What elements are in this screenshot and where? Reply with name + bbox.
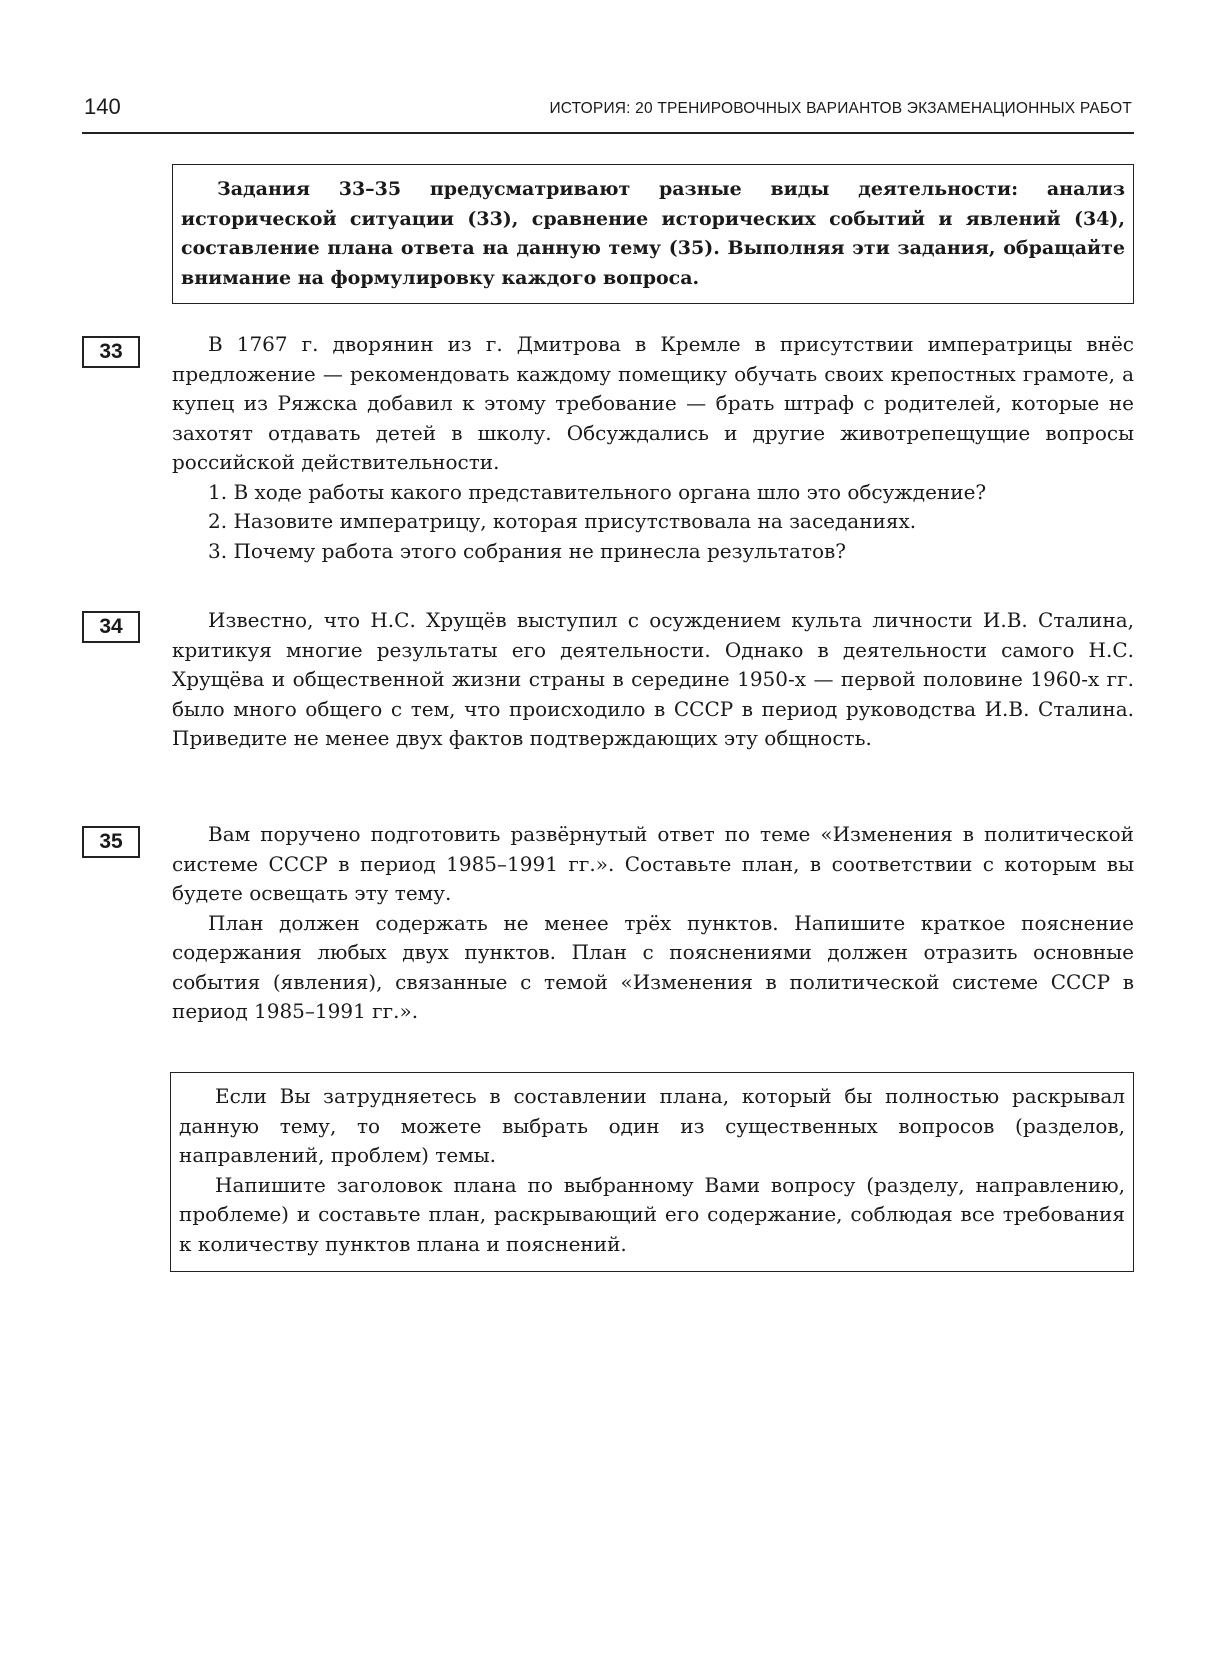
task-35-text (172, 820, 1134, 1027)
task-34-text (172, 606, 1134, 754)
task-33-question-1: 1. В ходе работы какого представительного органа шло это обсуждение? (208, 479, 987, 504)
task-35-paragraph-2: План должен содержать не менее трёх пунктов. Напишите краткое пояснение содержания любых двух пунктов. План с пояснениями должен отразить основные события (явления), связанные с темой «Изменения в политической системе СССР в период 1985–1991 гг.». (172, 910, 1134, 1023)
hint-box (170, 1072, 1134, 1272)
task-number-34: 34 (82, 611, 140, 643)
task-33-question-2: 2. Назовите императрицу, которая присутствовала на заседаниях. (208, 509, 917, 533)
task-33-questions (172, 478, 1134, 567)
page-header (82, 88, 1134, 134)
running-title: ИСТОРИЯ: 20 ТРЕНИРОВОЧНЫХ ВАРИАНТОВ ЭКЗАМЕНАЦИОННЫХ РАБОТ (549, 100, 1132, 117)
task-34-paragraph: Известно, что Н.С. Хрущёв выступил с осуждением культа личности И.В. Сталина, критикуя многие результаты его деятельности. Однако в деятельности самого Н.С. Хрущёва и общественной жизни страны в середине 1950-х — первой половине 1960-х гг. было много общего с тем, что происходило в СССР в период руководства И.В. Сталина. Приведите не менее двух фактов подтверждающих эту общность. (172, 608, 1134, 750)
hint-paragraph-2: Напишите заголовок плана по выбранному Вами вопросу (разделу, направлению, проблеме) и составьте план, раскрывающий его содержание, соблюдая все требования к количеству пунктов плана и пояснений. (179, 1172, 1125, 1256)
task-number-33: 33 (82, 336, 140, 368)
task-number-35: 35 (82, 826, 140, 858)
intro-instructions-box (172, 164, 1134, 304)
task-33-text (172, 330, 1134, 566)
intro-text: Задания 33–35 предусматривают разные виды деятельности: анализ исторической ситуации (33), сравнение исторических событий и явлений (34), составление плана ответа на данную тему (35). Выполняя эти задания, обращайте внимание на формулировку каждого вопроса. (181, 178, 1125, 289)
task-33-paragraph: В 1767 г. дворянин из г. Дмитрова в Кремле в присутствии императрицы внёс предложение — рекомендовать каждому помещику обучать своих крепостных грамоте, а купец из Ряжска добавил к этому требование — брать штраф с родителей, которые не захотят отдавать детей в школу. Обсуждались и другие животрепещущие вопросы российской действительности. (172, 332, 1134, 474)
task-35-paragraph-1: Вам поручено подготовить развёрнутый ответ по теме «Изменения в политической системе СССР в период 1985–1991 гг.». Составьте план, в соответствии с которым вы будете освещать эту тему. (172, 822, 1134, 905)
task-33-question-3: 3. Почему работа этого собрания не принесла результатов? (208, 538, 846, 563)
hint-paragraph-1: Если Вы затрудняетесь в составлении плана, который бы полностью раскрывал данную тему, то можете выбрать один из существенных вопросов (разделов, направлений, проблем) темы. (179, 1084, 1125, 1167)
page-number: 140 (84, 94, 121, 119)
